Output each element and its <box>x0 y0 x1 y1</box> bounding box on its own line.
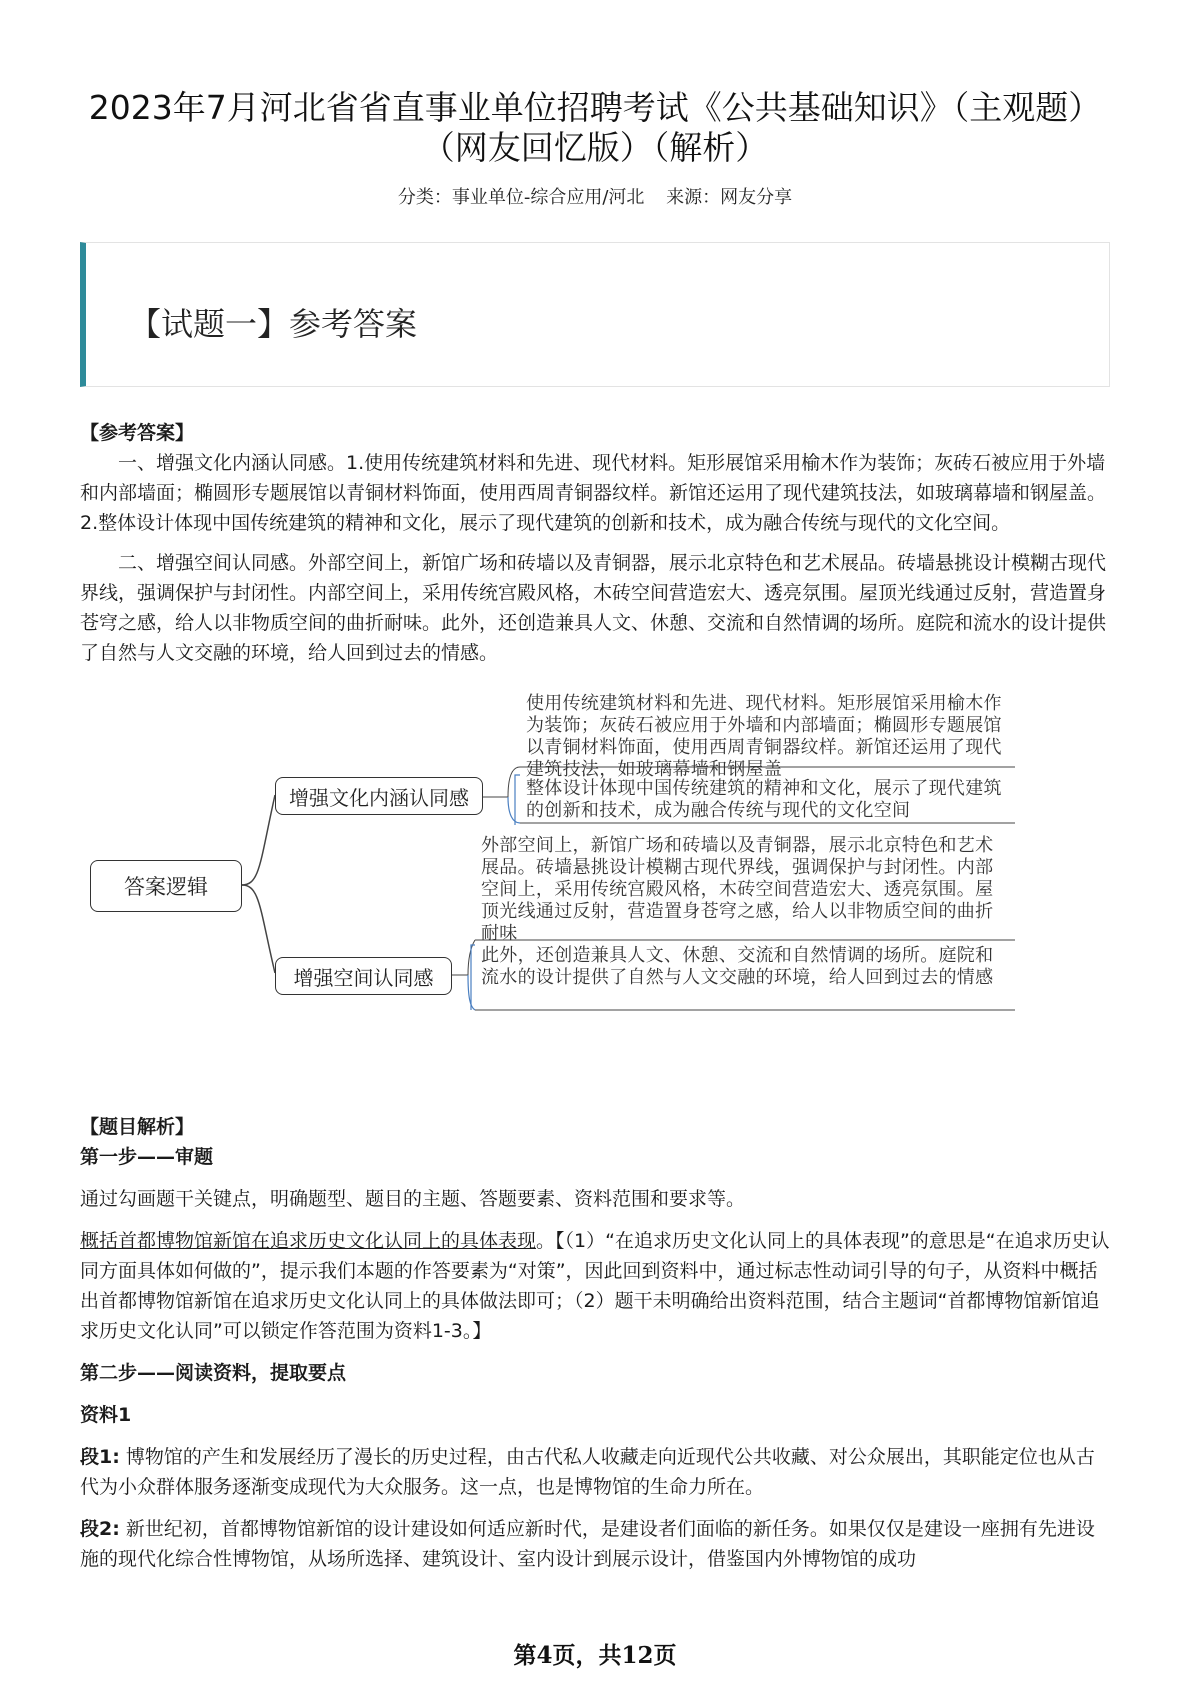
mindmap-root-node: 答案逻辑 <box>90 860 242 912</box>
mindmap-leaf-space-outer-inner: 外部空间上，新馆广场和砖墙以及青铜器，展示北京特色和艺术展品。砖墙悬挑设计模糊古现代界线，强调保护与封闭性。内部空间上，采用传统宫殿风格，木砖空间营造宏大、透亮氛围。屋顶光线通过反射，营造置身苍穹之感，给人以非物质空间的曲折耐味 <box>481 835 994 944</box>
source-label: 来源：网友分享 <box>666 187 793 208</box>
paragraph-2-label: 段2: <box>80 1518 120 1540</box>
paragraph-2-text: 新世纪初，首都博物馆新馆的设计建设如何适应新时代，是建设者们面临的新任务。如果仅仅是建设一座拥有先进设施的现代化综合性博物馆，从场所选择、建筑设计、室内设计到展示设计，借鉴国内外博物馆的成功 <box>80 1518 1095 1570</box>
question-analysis <box>80 1112 1110 1574</box>
mindmap-branch-space: 增强空间认同感 <box>275 957 452 995</box>
page-number: 第4页，共12页 <box>513 1642 677 1669</box>
analysis-heading: 【题目解析】 <box>80 1116 195 1138</box>
answer-paragraph-2: 二、增强空间认同感。外部空间上，新馆广场和砖墙以及青铜器，展示北京特色和艺术展品。砖墙悬挑设计模糊古现代界线，强调保护与封闭性。内部空间上，采用传统宫殿风格，木砖空间营造宏大、透亮氛围。屋顶光线通过反射，营造置身苍穹之感，给人以非物质空间的曲折耐味。此外，还创造兼具人文、休憩、交流和自然情调的场所。庭院和流水的设计提供了自然与人文交融的环境，给人回到过去的情感。 <box>80 552 1107 664</box>
mindmap-leaf-design: 整体设计体现中国传统建筑的精神和文化，展示了现代建筑的创新和技术，成为融合传统与现代的文化空间 <box>526 778 1002 821</box>
step2-title: 第二步——阅读资料，提取要点 <box>80 1362 347 1384</box>
document-meta <box>80 183 1110 209</box>
section-header-box <box>80 242 1110 387</box>
answer-paragraph-1: 一、增强文化内涵认同感。1.使用传统建筑材料和先进、现代材料。矩形展馆采用榆木作为装饰；灰砖石被应用于外墙和内部墙面；椭圆形专题展馆以青铜材料饰面，使用西周青铜器纹样。新馆还运用了现代建筑技法，如玻璃幕墙和钢屋盖。2.整体设计体现中国传统建筑的精神和文化，展示了现代建筑的创新和技术，成为融合传统与现代的文化空间。 <box>80 452 1107 534</box>
task-underlined: 概括首都博物馆新馆在追求历史文化认同上的具体表现 <box>80 1230 537 1252</box>
mindmap-leaf-materials: 使用传统建筑材料和先进、现代材料。矩形展馆采用榆木作为装饰；灰砖石被应用于外墙和内部墙面；椭圆形专题展馆以青铜材料饰面，使用西周青铜器纹样。新馆还运用了现代建筑技法，如玻璃幕墙和钢屋盖 <box>526 693 1002 780</box>
task-paragraph <box>80 1226 1110 1346</box>
mindmap-branch-culture: 增强文化内涵认同感 <box>275 777 483 815</box>
material-paragraph-1 <box>80 1442 1110 1502</box>
paragraph-1-label: 段1: <box>80 1446 120 1468</box>
paragraph-1-text: 博物馆的产生和发展经历了漫长的历史过程，由古代私人收藏走向近现代公共收藏、对公众展出，其职能定位也从古代为小众群体服务逐渐变成现代为大众服务。这一点，也是博物馆的生命力所在。 <box>80 1446 1095 1498</box>
step1-title: 第一步——审题 <box>80 1146 214 1168</box>
document-title: 2023年7月河北省省直事业单位招聘考试《公共基础知识》（主观题）（网友回忆版）（解析） <box>88 88 1102 167</box>
reference-answer <box>80 418 1110 668</box>
mindmap-leaf-courtyard: 此外，还创造兼具人文、休憩、交流和自然情调的场所。庭院和流水的设计提供了自然与人文交融的环境，给人回到过去的情感 <box>481 945 994 988</box>
section-title: 【试题一】参考答案 <box>129 305 418 343</box>
category-label: 分类：事业单位-综合应用/河北 <box>397 187 645 208</box>
answer-heading: 【参考答案】 <box>80 422 195 444</box>
material-label: 资料1 <box>80 1404 132 1426</box>
material-paragraph-2 <box>80 1514 1110 1574</box>
step1-text: 通过勾画题干关键点，明确题型、题目的主题、答题要素、资料范围和要求等。 <box>80 1188 746 1210</box>
task-note: 。【（1）“在追求历史文化认同上的具体表现”的意思是“在追求历史认同方面具体如何做的”，提示我们本题的作答要素为“对策”，因此回到资料中，通过标志性动词引导的句子，从资料中概括出首都博物馆新馆在追求历史文化认同上的具体做法即可；（2）题干未明确给出资料范围，结合主题词“首都博物馆新馆追求历史文化认同”可以锁定作答范围为资料1-3。】 <box>80 1230 1110 1342</box>
answer-logic-mindmap <box>90 693 1110 1080</box>
